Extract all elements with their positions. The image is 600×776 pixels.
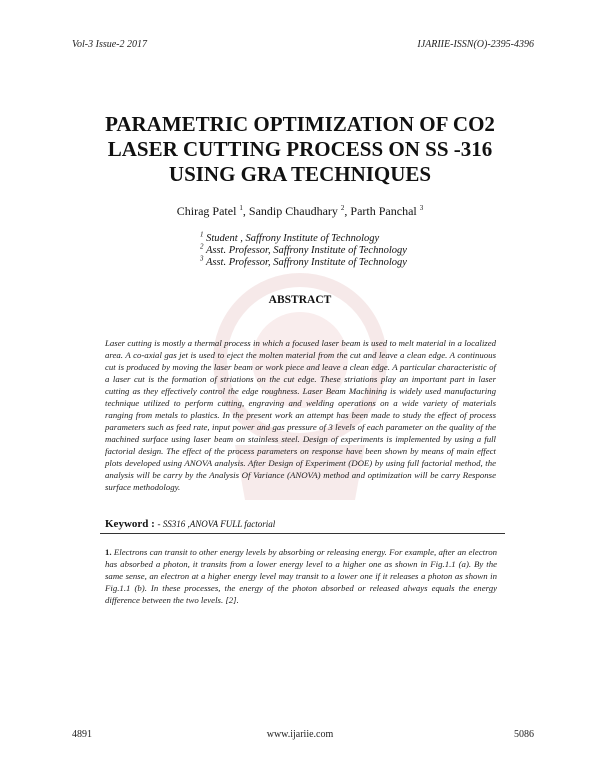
keyword-label: Keyword :: [105, 518, 158, 530]
affiliation-line: [200, 230, 407, 245]
section-divider: [100, 533, 505, 534]
journal-website: www.ijariie.com: [266, 729, 334, 740]
keyword-line: [105, 518, 275, 530]
affiliation-superscript: 1: [200, 230, 204, 239]
author-name: Chirag Patel: [176, 204, 237, 218]
section-number: 1.: [105, 547, 112, 557]
author-list: Chirag Patel $^1$, Sandip Chaudhary $^2$, Parth Panchal $^3$: [176, 204, 424, 218]
journal-volume-issue: Vol-3 Issue-2 2017: [72, 39, 147, 50]
title-line: USING GRA TECHNIQUES: [168, 162, 432, 186]
section-1-paragraph: [105, 546, 497, 606]
affiliation-text: Asst. Professor, Saffrony Institute of Technology: [205, 257, 407, 268]
affiliation-superscript: 3: [200, 254, 204, 263]
journal-issn: IJARIIE-ISSN(O)-2395-4396: [417, 39, 534, 50]
author-superscript: 1: [239, 204, 243, 212]
title-line: LASER CUTTING PROCESS ON SS -316: [107, 137, 493, 161]
section-1-text: Electrons can transit to other energy levels by absorbing or releasing energy. For example, after an electron has absorbed a photon, it transits from a lower energy level to a higher one as shown in Fig.1.1 (a). By the same sense, an electron at a higher energy level may transit to a lower one if it releases a photon as shown in Fig.1.1 (b). In these processes, the energy of the photon absorbed or released always equals the energy difference between the two levels. [2].: [105, 547, 497, 605]
affiliation-superscript: 2: [200, 242, 204, 251]
affiliation-line: [200, 242, 407, 257]
affiliation-text: Student , Saffrony Institute of Technology: [206, 233, 380, 244]
affiliation-list: [200, 230, 407, 269]
page-number: 4891: [72, 729, 92, 740]
paper-title: [60, 112, 540, 187]
author-superscript: 3: [419, 204, 424, 212]
keyword-value: - SS316 ,ANOVA FULL factorial: [157, 519, 276, 529]
abstract-heading: ABSTRACT: [268, 294, 332, 306]
affiliation-text: Asst. Professor, Saffrony Institute of Technology: [205, 245, 407, 256]
abstract-text: Laser cutting is mostly a thermal process in which a focused laser beam is used to melt material in a localized area. A co-axial gas jet is used to eject the molten material from the cut and leave a clean edge. A continuous cut is produced by moving the laser beam or work piece and leave a clean edge. A particular characteristic of a laser cut is the formation of striations on the cut edge. These striations play an important part in laser cutting as they effectively control the edge roughness. Laser Beam Machining is widely used manufacturing technique utilized to perform cutting, engraving and welding operations on a wide variety of materials ranging from metals to plastics. In the present work an attempt has been made to study the effect of process parameters such as feed rate, input power and gas pressure of 3 levels of each parameter on the quality of the machined surface using laser beam on stainless steel. Design of experiments is implemented by using a full factorial design. The effect of the process parameters on response have been shown by means of main effect plots developed using ANOVA analysis. After Design of Experiment (DOE) by using full factorial method, the analysis will be carry by the Analysis Of Variance (ANOVA) method and optimization will be carry Response surface methodology.: [105, 338, 496, 492]
author-superscript: 2: [340, 204, 345, 212]
page-total: 5086: [514, 729, 534, 740]
title-line: PARAMETRIC OPTIMIZATION OF CO2: [105, 112, 495, 136]
affiliation-line: [200, 254, 407, 269]
author-name: Parth Panchal: [350, 204, 417, 218]
author-name: Sandip Chaudhary: [248, 204, 338, 218]
